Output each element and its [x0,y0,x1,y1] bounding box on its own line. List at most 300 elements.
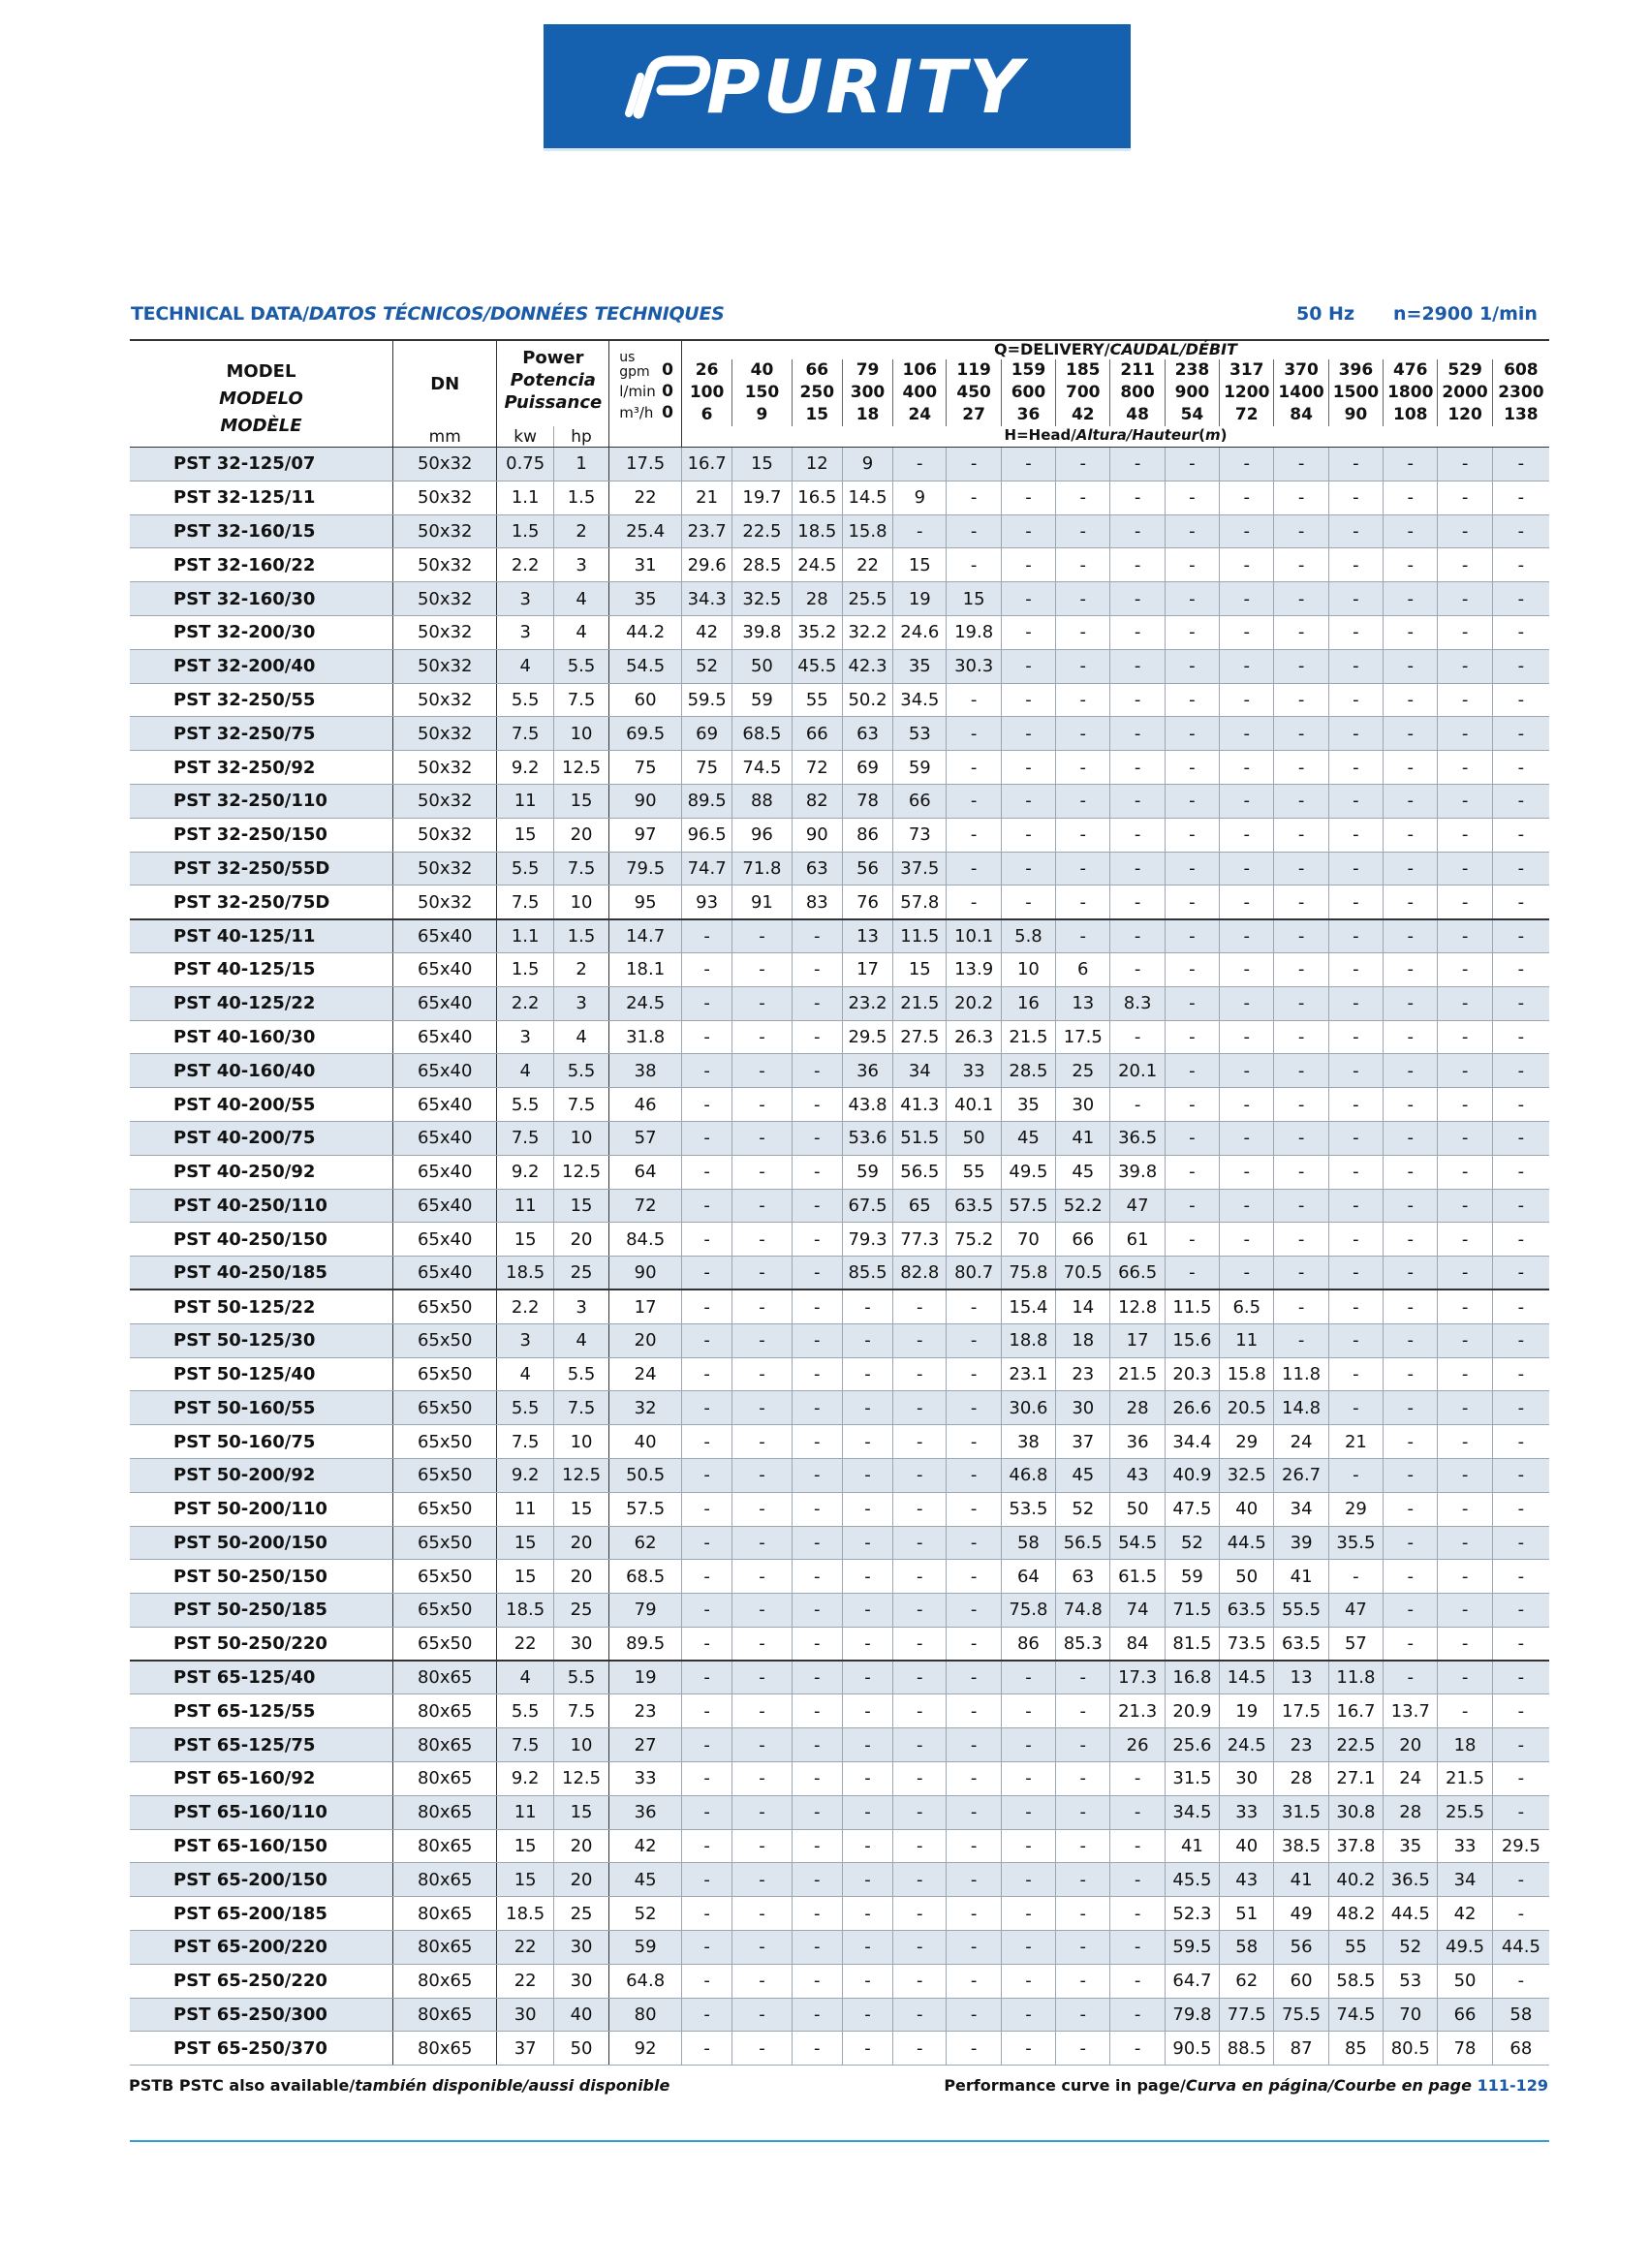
model-cell: PST 32-250/110 [130,784,392,818]
head-cell: - [1438,514,1492,548]
head-cell: 59 [893,751,947,785]
dn-cell: 50x32 [392,784,497,818]
head-cell: 59.5 [681,683,731,717]
table-row [130,2032,1549,2066]
head-cell: - [792,986,842,1020]
head-cell: - [681,1425,731,1459]
head-cell: 41.3 [893,1088,947,1122]
hp-cell: 2 [553,952,608,986]
table-row [130,717,1549,751]
head-cell: - [1110,1020,1165,1054]
head-cell: - [1384,1661,1438,1694]
head-cell: - [1492,683,1549,717]
header-head-en: H=Head/ [1004,425,1076,444]
head-cell: - [1056,1998,1110,2032]
head-cell: - [1328,548,1383,582]
head-cell: - [1438,1661,1492,1694]
head-cell: - [1274,1121,1328,1155]
kw-cell: 3 [497,1020,553,1054]
head-cell: - [1274,1155,1328,1189]
head-cell: - [1110,852,1165,885]
head-cell: 42 [681,615,731,649]
head-cell: 49.5 [1438,1931,1492,1965]
hp-cell: 1.5 [553,481,608,514]
model-cell: PST 32-250/150 [130,818,392,852]
kw-cell: 15 [497,1829,553,1863]
model-cell: PST 65-200/150 [130,1863,392,1897]
dn-cell: 80x65 [392,1931,497,1965]
head-cell: - [1492,1863,1549,1897]
head-cell: - [893,1863,947,1897]
head-cell: - [1165,1020,1219,1054]
head-cell: 30.8 [1328,1795,1383,1829]
header-lmin-cell: 900 [1165,382,1219,404]
availability-note-es-fr: también disponible/aussi disponible [355,2076,670,2095]
head-cell: 12 [792,448,842,482]
header-lmin-cell: 1800 [1384,382,1438,404]
head-cell: - [893,1425,947,1459]
head-cell: 64.8 [609,1964,682,1998]
head-cell: - [732,1964,792,1998]
dn-cell: 65x50 [392,1526,497,1560]
header-lmin-cell: 100 [689,382,725,402]
table-row [130,952,1549,986]
kw-cell: 9.2 [497,751,553,785]
head-cell: - [893,1998,947,2032]
head-cell: - [1056,784,1110,818]
head-cell: 55 [1328,1931,1383,1965]
head-cell: 20 [609,1323,682,1357]
kw-cell: 37 [497,2032,553,2066]
head-cell: - [1328,1323,1383,1357]
head-cell: - [1492,1458,1549,1492]
head-cell: - [1056,481,1110,514]
head-cell: - [1492,1694,1549,1728]
table-row [130,1155,1549,1189]
header-power-en: Power [522,348,584,368]
hp-cell: 10 [553,885,608,919]
head-cell: - [1492,1492,1549,1526]
model-cell: PST 50-250/185 [130,1594,392,1628]
head-cell: 19 [893,582,947,616]
model-cell: PST 65-200/185 [130,1897,392,1931]
head-cell: 24 [1274,1425,1328,1459]
head-cell: - [1274,1189,1328,1223]
model-cell: PST 40-250/92 [130,1155,392,1189]
kw-cell: 5.5 [497,1694,553,1728]
kw-cell: 18.5 [497,1594,553,1628]
head-cell: 82 [792,784,842,818]
hp-cell: 10 [553,1728,608,1762]
head-cell: - [1220,1189,1274,1223]
header-lmin-cell: 600 [1001,382,1055,404]
dn-cell: 80x65 [392,1728,497,1762]
table-row [130,1728,1549,1762]
head-cell: 17 [609,1289,682,1323]
head-cell: - [842,1391,892,1425]
kw-cell: 22 [497,1931,553,1965]
model-cell: PST 65-250/220 [130,1964,392,1998]
head-cell: - [842,1762,892,1796]
head-cell: - [1492,448,1549,482]
head-cell: 66 [1438,1998,1492,2032]
header-delivery-es-fr: CAUDAL/DÉBIT [1109,340,1237,358]
head-cell: - [681,1863,731,1897]
head-cell: - [1328,1189,1383,1223]
table-row [130,852,1549,885]
head-cell: 17.5 [1056,1020,1110,1054]
model-cell: PST 65-160/110 [130,1795,392,1829]
head-cell: - [792,1964,842,1998]
kw-cell: 1.5 [497,952,553,986]
table-row [130,582,1549,616]
head-cell: 26.7 [1274,1458,1328,1492]
head-cell: - [1438,751,1492,785]
head-cell: - [681,1020,731,1054]
model-cell: PST 32-160/15 [130,514,392,548]
table-row [130,1054,1549,1088]
head-cell: 24.5 [609,986,682,1020]
head-cell: 30 [1056,1088,1110,1122]
head-cell: 43.8 [842,1088,892,1122]
head-cell: - [792,1795,842,1829]
header-m3h-cell: 48 [1110,404,1165,426]
head-cell: - [1056,1964,1110,1998]
head-cell: 34.4 [1165,1425,1219,1459]
head-cell: - [947,1289,1001,1323]
head-cell: - [681,986,731,1020]
head-cell: 51 [1220,1897,1274,1931]
header-dn [392,340,497,448]
head-cell: - [1492,784,1549,818]
header-gpm-cell: 476 [1384,359,1438,382]
dn-cell: 65x50 [392,1492,497,1526]
head-cell: - [1384,1425,1438,1459]
head-cell: 55 [947,1155,1001,1189]
head-cell: - [681,1762,731,1796]
dn-cell: 65x40 [392,1189,497,1223]
head-cell: 75.8 [1001,1594,1055,1628]
model-cell: PST 50-200/150 [130,1526,392,1560]
head-cell: - [1220,986,1274,1020]
head-cell: - [893,448,947,482]
head-cell: - [1274,448,1328,482]
hp-cell: 40 [553,1998,608,2032]
head-cell: - [681,1492,731,1526]
header-m3h-cell: 6 [700,404,713,424]
head-cell: - [681,1121,731,1155]
head-cell: - [732,1795,792,1829]
head-cell: - [1165,582,1219,616]
head-cell: 17.5 [609,448,682,482]
head-cell: 82.8 [893,1257,947,1290]
head-cell: - [947,1560,1001,1594]
head-cell: 34 [1438,1863,1492,1897]
head-cell: - [1492,1189,1549,1223]
head-cell: - [1328,1088,1383,1122]
head-cell: - [1165,1189,1219,1223]
head-cell: - [1110,1795,1165,1829]
head-cell: 57 [1328,1627,1383,1661]
head-cell: 15.4 [1001,1289,1055,1323]
head-cell: - [1001,683,1055,717]
head-cell: - [1274,514,1328,548]
head-cell: - [1056,683,1110,717]
head-cell: - [1001,784,1055,818]
model-cell: PST 32-200/30 [130,615,392,649]
head-cell: - [1056,1728,1110,1762]
head-cell: 71.8 [732,852,792,885]
head-cell: 14.8 [1274,1391,1328,1425]
head-cell: 63 [792,852,842,885]
head-cell: 80.7 [947,1257,1001,1290]
hp-cell: 7.5 [553,1391,608,1425]
head-cell: - [842,1526,892,1560]
head-cell: 13 [842,919,892,953]
availability-note-en: PSTB PSTC also available/ [129,2076,356,2095]
head-cell: - [1165,481,1219,514]
hp-cell: 25 [553,1897,608,1931]
head-cell: - [681,1998,731,2032]
head-cell: - [1492,818,1549,852]
head-cell: - [1384,1054,1438,1088]
head-cell: 78 [842,784,892,818]
head-cell: - [1001,481,1055,514]
head-cell: - [1328,717,1383,751]
head-cell: - [1056,1863,1110,1897]
header-gpm-cell: 66 [792,359,842,382]
head-cell: - [1492,481,1549,514]
head-cell: 66 [792,717,842,751]
header-head [681,426,1549,448]
head-cell: - [1165,986,1219,1020]
head-cell: 23 [609,1694,682,1728]
hp-cell: 20 [553,1829,608,1863]
model-cell: PST 50-200/110 [130,1492,392,1526]
hp-cell: 7.5 [553,1088,608,1122]
table-row [130,1694,1549,1728]
head-cell: - [1165,717,1219,751]
head-cell: 59.5 [1165,1931,1219,1965]
table-row [130,1594,1549,1628]
head-cell: - [1274,1257,1328,1290]
head-cell: 33 [947,1054,1001,1088]
head-cell: - [1110,1829,1165,1863]
head-cell: - [681,1560,731,1594]
head-cell: 84.5 [609,1223,682,1257]
dn-cell: 65x40 [392,1155,497,1189]
head-cell: 34 [1274,1492,1328,1526]
head-cell: 27.1 [1328,1762,1383,1796]
table-row [130,1189,1549,1223]
head-cell: - [732,1694,792,1728]
head-cell: 61 [1110,1223,1165,1257]
head-cell: - [893,1289,947,1323]
head-cell: 57.5 [1001,1189,1055,1223]
head-cell: 50.5 [609,1458,682,1492]
head-cell: - [681,1289,731,1323]
head-cell: - [681,1257,731,1290]
dn-cell: 65x40 [392,1223,497,1257]
head-cell: - [1165,1088,1219,1122]
head-cell: 52.3 [1165,1897,1219,1931]
head-cell: - [1438,1121,1492,1155]
head-cell: 60 [609,683,682,717]
head-cell: - [1438,1694,1492,1728]
dn-cell: 50x32 [392,514,497,548]
title-fr: DONNÉES TECHNIQUES [489,303,725,325]
head-cell: 79.3 [842,1223,892,1257]
head-cell: 36.5 [1384,1863,1438,1897]
kw-cell: 11 [497,1189,553,1223]
head-cell: - [1438,885,1492,919]
head-cell: 13.7 [1384,1694,1438,1728]
head-cell: 27.5 [893,1020,947,1054]
head-cell: 36 [609,1795,682,1829]
page-title [131,303,725,325]
dn-cell: 65x40 [392,1020,497,1054]
header-m3h-cell: 84 [1274,404,1328,426]
head-cell: - [732,1189,792,1223]
kw-cell: 4 [497,1357,553,1391]
head-cell: 16.5 [792,481,842,514]
hp-cell: 12.5 [553,1155,608,1189]
head-cell: 91 [732,885,792,919]
head-cell: - [1328,1020,1383,1054]
head-cell: 33 [609,1762,682,1796]
head-cell: - [1165,952,1219,986]
head-cell: - [732,1425,792,1459]
head-cell: - [1438,615,1492,649]
head-cell: - [792,1897,842,1931]
head-cell: - [1274,952,1328,986]
head-cell: - [1220,1121,1274,1155]
head-cell: 21.5 [1001,1020,1055,1054]
header-kw: kw [497,426,553,448]
head-cell: - [947,481,1001,514]
head-cell: 50 [732,649,792,683]
head-cell: - [792,1762,842,1796]
hp-cell: 20 [553,1560,608,1594]
dn-cell: 80x65 [392,1661,497,1694]
head-cell: 13.9 [947,952,1001,986]
head-cell: - [792,1189,842,1223]
head-cell: 70.5 [1056,1257,1110,1290]
head-cell: 23 [1274,1728,1328,1762]
head-cell: - [893,2032,947,2066]
table-row [130,1391,1549,1425]
head-cell: - [947,818,1001,852]
head-cell: - [1274,751,1328,785]
head-cell: - [1492,1289,1549,1323]
head-cell: 64 [1001,1560,1055,1594]
kw-cell: 11 [497,784,553,818]
head-cell: 59 [732,683,792,717]
head-cell: - [1220,952,1274,986]
head-cell: - [1438,784,1492,818]
head-cell: - [1110,751,1165,785]
head-cell: 63.5 [1220,1594,1274,1628]
head-cell: - [792,1088,842,1122]
head-cell: - [1328,818,1383,852]
head-cell: - [1438,1526,1492,1560]
head-cell: - [1384,751,1438,785]
head-cell: 31 [609,548,682,582]
head-cell: 29.5 [842,1020,892,1054]
head-cell: - [893,1458,947,1492]
head-cell: 52 [681,649,731,683]
model-cell: PST 32-125/11 [130,481,392,514]
head-cell: - [681,2032,731,2066]
header-gpm-cell: 317 [1220,359,1274,382]
header-lmin-cell: 2300 [1492,382,1549,404]
head-cell: 36 [1110,1425,1165,1459]
head-cell: 27 [609,1728,682,1762]
head-cell: 6 [1056,952,1110,986]
dn-cell: 65x50 [392,1560,497,1594]
head-cell: 83 [792,885,842,919]
head-cell: 22 [842,548,892,582]
head-cell: - [1274,582,1328,616]
head-cell: - [1056,1661,1110,1694]
head-cell: 58 [1220,1931,1274,1965]
head-cell: - [1492,1627,1549,1661]
header-gpm-cell: 185 [1056,359,1110,382]
head-cell: 16.7 [1328,1694,1383,1728]
head-cell: - [1001,548,1055,582]
head-cell: 87 [1274,2032,1328,2066]
head-cell: 53.6 [842,1121,892,1155]
head-cell: - [1056,1795,1110,1829]
head-cell: 28.5 [732,548,792,582]
head-cell: 8.3 [1110,986,1165,1020]
head-cell: - [792,952,842,986]
head-cell: - [1492,1257,1549,1290]
head-cell: 35 [1001,1088,1055,1122]
head-cell: - [1001,1661,1055,1694]
model-cell: PST 40-200/75 [130,1121,392,1155]
header-gpm-cell: 119 [947,359,1001,382]
performance-note-es-fr: Curva en página/Courbe en page [1185,2076,1472,2095]
head-cell: 39.8 [1110,1155,1165,1189]
head-cell: - [1384,615,1438,649]
table-row [130,1829,1549,1863]
head-cell: 46 [609,1088,682,1122]
head-cell: - [1438,683,1492,717]
head-cell: 18.8 [1001,1323,1055,1357]
head-cell: - [1220,1088,1274,1122]
header-gpm-cell: 106 [893,359,947,382]
head-cell: 47 [1328,1594,1383,1628]
header-gpm-cell: 211 [1110,359,1165,382]
head-cell: - [1110,448,1165,482]
head-cell: - [1001,582,1055,616]
model-cell: PST 65-160/92 [130,1762,392,1796]
head-cell: 58.5 [1328,1964,1383,1998]
head-cell: - [732,1121,792,1155]
head-cell: - [1384,1088,1438,1122]
head-cell: - [732,1357,792,1391]
head-cell: 53.5 [1001,1492,1055,1526]
head-cell: - [1438,818,1492,852]
kw-cell: 2.2 [497,1289,553,1323]
table-row [130,1526,1549,1560]
head-cell: - [1001,885,1055,919]
head-cell: - [1165,1155,1219,1189]
head-cell: - [681,1897,731,1931]
head-cell: 23.1 [1001,1357,1055,1391]
head-cell: 30.3 [947,649,1001,683]
